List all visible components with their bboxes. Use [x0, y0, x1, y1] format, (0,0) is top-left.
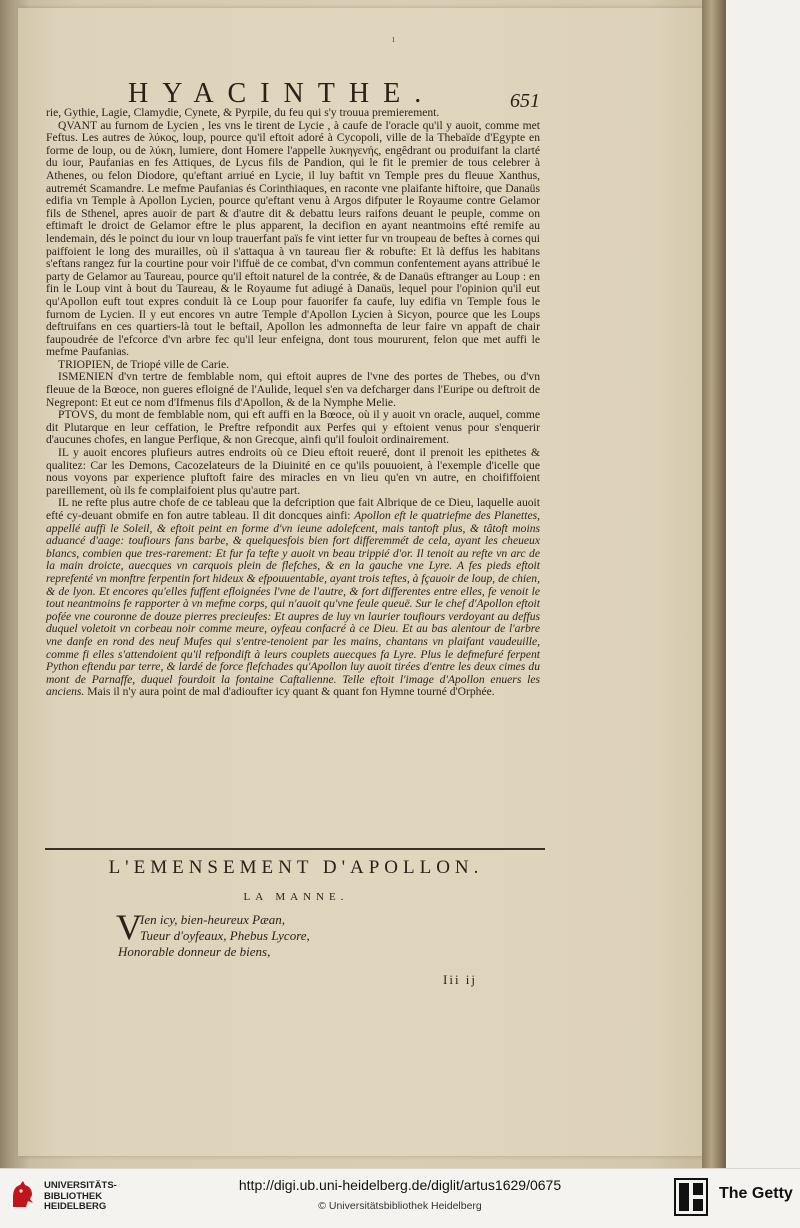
section-title: L'EMENSEMENT D'APOLLON.: [108, 857, 484, 878]
library-name-line-1: UNIVERSITÄTS-: [44, 1180, 117, 1191]
page-top-mark: ı: [392, 34, 395, 45]
poem-dropcap: V: [116, 907, 142, 947]
paragraph-1: rie, Gythie, Lagie, Clamydie, Cynete, & Pyrpile, du feu qui s'y trouua premierement.: [46, 106, 440, 119]
section-rule: [45, 848, 545, 850]
closing-sentence: Mais il n'y aura point de mal d'adioufter icy quant & quant fon Hymne tourné d'Orphée.: [87, 685, 495, 699]
getty-logo-icon[interactable]: [674, 1178, 708, 1216]
poem-line-1: Ien icy, bien-heureux Pæan,: [140, 912, 285, 927]
albrique-description: Apollon eft le quatriefme des Planettes, appellé auffi le Soleil, & eftoit peint en forme d'vn ieune adolefcent, mais tantoft plus, & tâtoft moins aduancé d'aage: toufiours fans barbe, & quelquesfois bien fort differemmét de cela, ayant les cheueux blancs, combien que tres-rarement: Et fur fa tefte y auoit vn beau trippié d'or. Il tenoit au refte vn arc de la main droicte, auecques vn carquois plein de flefches, & en la gauche vne Lyre. A fes pieds eftoit reprefenté vn monftre ferpentin fort hideux & efpouuentable, ayant trois teftes, à fçauoir de loup, de chien, & de lyon. Et encores qu'elles fuffent efloignées l'vne de l'autre, & fort differentes entre elles, fe venoit le tout neantmoins fe rapporter à vn mefme corps, qui n'auoit qu'vne feule queuë. Sur le chef d'Apollon eftoit pofée vne couronne de douze pierres precieufes: Et aupres de luy vn laurier toufiours verdoyant au deffus duquel voletoit vn corbeau noir comme meure, oyfeau confacré à ce Dieu. Et au bas alentour de l'arbre vne danfe en rond des neuf Mufes qui s'entre-tenoient par les mains, chantans vn plaifant vaudeuille, comme fi elles s'attendoient qu'il refpondift à leurs couplets auecques fa Lyre. Plus le defmefuré ferpent Python eftendu par terre, & lardé de force flefchades qu'Apollon luy auoit tirées d'entre les deux cimes du mont de Parnaffe, duquel fourdoit la fontaine Caftalienne. Telle eftoit l'image d'Apollon enuers les anciens.: [46, 509, 541, 699]
albrique-intro: IL ne refte plus autre chofe de ce tableau que la defcription que fait Albrique de ce Dieu, laquelle auoit efté cy-deuant obmife en fon autre tableau. Il dit doncques ainfi:: [46, 496, 540, 522]
copyright-notice: © Universitätsbibliothek Heidelberg: [318, 1200, 482, 1212]
permalink-url[interactable]: http://digi.ub.uni-heidelberg.de/diglit/artus1629/0675: [238, 1177, 562, 1193]
getty-name: The Getty: [719, 1185, 793, 1202]
book-spine-edge: [702, 0, 726, 1168]
section-subtitle: LA MANNE.: [243, 891, 349, 903]
viewer-margin: [726, 0, 800, 1168]
poem: [116, 907, 310, 960]
paragraph-lycien: QVANT au furnom de Lycien , les vns le tirent de Lycie , à caufe de l'oracle qu'il y auoit, comme met Feftus. Les autres de λύκος, loup, pource qu'il eftoit adoré à Cycopoli, ville de la Thebaïde d'Egypte en forme de loup, ou de λύκη, lumiere, dont Homere l'appelle λυκηγενής, engêdrant ou produifant la clarté du iour, Paufanias en fes Attiques, de Lycus fils de Pandion, qui le fit le premier de tous celebrer à Athenes, ou felon Diodore, qu'eftant arriué en Lycie, il luy baftit vn Temple pres du fleuue Xanthus, autremét Scamandre. Le mefme Paufanias és Corinthiaques, en raconte vne plaifante hiftoire, que Danaüs edifia vn Temple à Apollon Lycien, pource qu'eftant venu à Argos difputer le Royaume contre Gelamor fils de Sthenel, apres auoir de part & d'autre dit & debattu leurs raifons deuant le peuple, comme on eftimaft le droict de Gelamor eftre le plus apparent, la decifion en ayant neantmoins efté remife au lendemain, dés le poinct du iour vn loup trauerfant païs fe vint ietter fur vn troupeau de beftes à cornes qui paiffoient le long des murailles, où il s'attaqua à vn taureau fier & robufte: Et là deffus les habitans s'eftans rangez fur la courtine pour voir l'iffuë de ce combat, d'vn commun confentement ayans attribué le party de Gelamor au Taureau, pource qu'il eftoit naturel de la contrée, & de Danaüs eftranger au Loup : en fin le Loup vint à bout du Taureau, & le Royaume fut adiugé à Danaüs, lequel pour l'opinion qu'il eut qu'Apollon euft tout expres conduit là ce Loup pour fauorifer fa caufe, luy edifia vn Temple fous le furnom de Lycien. Il y eut encores vn autre Temple d'Apollon Lycien à Sicyon, pource que les Loups deftruifans en ces quartiers-là tout le beftail, Apollon les admonnefta de leur faire vn appaft de chair faupoudrée de l'efcorce d'vn arbre fec qu'il leur enfeigna, dont tous moururent, felon que met auffi le mefme Paufanias.: [46, 118, 540, 359]
paragraph-endroits: IL y auoit encores plufieurs autres endroits où ce Dieu eftoit reueré, dont il prenoit les epithetes & qualitez: Car les Demons, Cacozelateurs de la Diuinité en ce qu'ils pouuoient, à l'exemple d'icelle que nous voyons par experience pluftoft faire des miracles en vn lieu qu'en vn autre, en choififfoient pareillement, où ils fe complaifoient plus qu'autre part.: [46, 446, 540, 497]
paragraph-ptous: PTOVS, du mont de femblable nom, qui eft auffi en la Bœoce, où il y auoit vn oracle, auquel, comme dit Plutarque en leur ceffation, le Preftre refpondit aux Perfes qui y eftoient venus pour s'enquerir d'aucunes chofes, en langue Perfique, & non Grecque, ainfi qu'il fouloit ordinairement.: [46, 408, 540, 447]
paragraph-ismenien: ISMENIEN d'vn tertre de femblable nom, qui eftoit aupres de l'vne des portes de Thebes, ou d'vn fleuue de la Bœoce, non gueres efloigné de l'Aulide, lequel s'en va defcharger dans l'Euripe ou deftroit de Negrepont: Et eut ce nom d'Ifmenus fils d'Apollon, & de la Nymphe Melie.: [46, 370, 540, 409]
library-name-line-2: BIBLIOTHEK: [44, 1190, 103, 1202]
poem-line-3: Honorable donneur de biens,: [118, 944, 271, 959]
paragraph-triopien: TRIOPIEN, de Triopé ville de Carie.: [58, 357, 229, 371]
viewer-footer: [0, 1168, 800, 1228]
library-name-line-3: HEIDELBERG: [44, 1201, 107, 1212]
body-text: [46, 107, 540, 699]
page-number: 651: [510, 90, 540, 112]
signature-mark: Iii ij: [443, 972, 478, 987]
paragraph-albrique: [46, 497, 540, 699]
poem-line-2: Tueur d'oyfeaux, Phebus Lycore,: [140, 928, 310, 943]
running-head: HYACINTHE.: [128, 78, 436, 109]
